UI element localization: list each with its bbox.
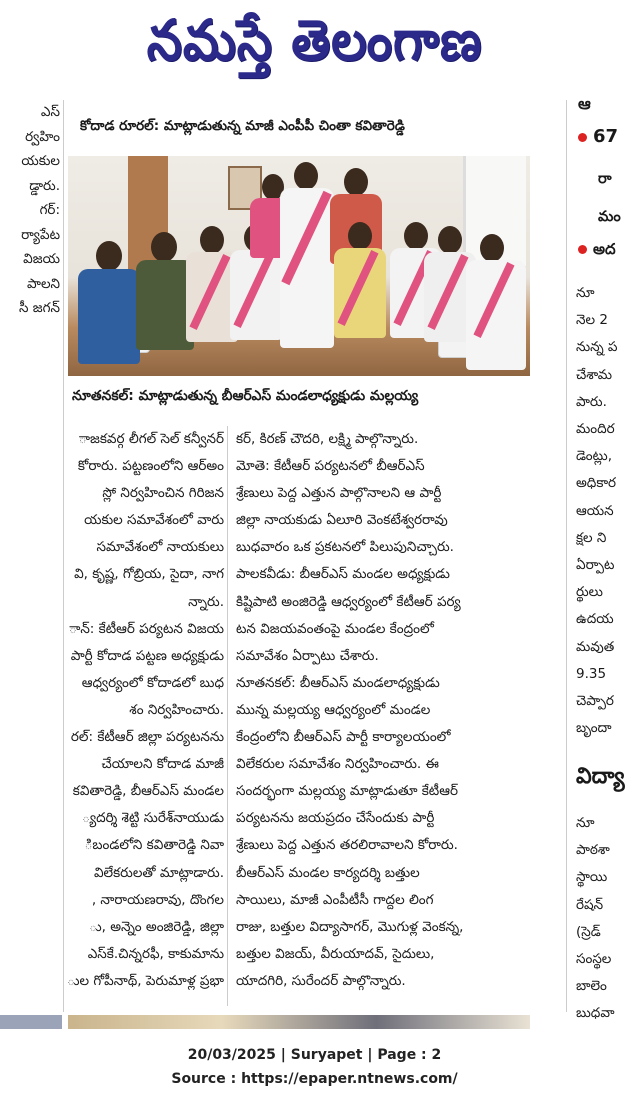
text-line: ుల గోపీనాథ్, పెరుమాళ్ల ప్రభా: [67, 972, 224, 989]
text-line: ాజకవర్గ లీగల్ సెల్ కన్వీనర్: [78, 431, 224, 447]
text-line: విలేకరులతో మాట్లాడారు.: [93, 864, 224, 881]
next-photo-strip: [68, 1015, 530, 1029]
text-line: బీఆర్ఎస్ మండల కార్యదర్శి బత్తుల: [236, 864, 420, 881]
text-line: సందర్భంగా మల్లయ్య మాట్లాడుతూ కేటీఆర్: [236, 783, 459, 800]
bullet-icon: [578, 133, 587, 142]
next-photo-strip: [0, 1015, 62, 1029]
text-line: మం: [598, 209, 621, 225]
text-line: ర్వహిం: [25, 128, 60, 145]
text-line: స్థాయి: [576, 869, 608, 886]
text-line: ఆధ్వర్యంలో కోదాడలో బుధ: [81, 674, 224, 691]
left-column: [0, 100, 62, 1012]
text-line: క్షల ని: [576, 529, 607, 546]
text-line: ఎస్‌కే.చిన్నరఫీ, కాకుమాను: [87, 945, 224, 962]
right-top-snippet: ఆ: [578, 94, 591, 113]
text-line: సమావేశంలో నాయకులు: [96, 539, 224, 556]
masthead: [0, 0, 629, 90]
news-photo: [68, 156, 530, 376]
newspaper-logo: నమస్తే తెలంగాణ: [146, 6, 483, 73]
text-line: స్లో నిర్వహించిన గిరిజన: [102, 485, 224, 502]
column-divider: [227, 426, 228, 1006]
text-line: రేషన్: [576, 896, 604, 913]
text-line: అధికార: [576, 475, 617, 492]
text-line: ర్యాపేట: [21, 226, 60, 243]
right-headline: విద్యా: [576, 764, 625, 789]
text-line: శ్రేణులు పెద్ద ఎత్తున పాల్గొనాలని ఆ పార్టీ: [236, 485, 442, 502]
text-line: డెంట్లు,: [576, 448, 613, 465]
center-left-overflow: [64, 426, 226, 1006]
text-line: నూ: [576, 815, 595, 831]
text-line: వి, కృష్ణ, గోబ్రియ, సైదా, నాగ: [74, 566, 224, 583]
text-line: జిల్లా నాయకుడు ఏలూరి వెంకటేశ్వరరావు: [236, 512, 448, 529]
text-line: బత్తుల విజయ్, వీరుయాదవ్, సైదులు,: [236, 945, 435, 962]
text-line: కేంద్రంలోని బీఆర్ఎస్ పార్టీ కార్యాలయంలో: [236, 729, 451, 746]
text-line: ర్థులు: [576, 584, 603, 601]
text-line: బృందా: [576, 720, 612, 737]
text-line: నూ: [576, 285, 595, 301]
text-line: ిబండలోని కవితారెడ్డి నివా: [84, 837, 224, 854]
text-line: మవుత: [576, 638, 615, 655]
text-line: ాన్: కేటీఆర్ పర్యటన విజయ: [69, 620, 224, 637]
text-line: మందిర: [576, 421, 615, 438]
text-line: ఆయన: [576, 502, 614, 519]
text-line: , నారాయణరావు, దొంగల: [91, 891, 224, 908]
text-line: విలేకరుల సమావేశం నిర్వహించారు. ఈ: [236, 756, 439, 773]
text-line: పర్యటనను జయప్రదం చేసేందుకు పార్టీ: [236, 810, 435, 827]
text-line: గర్:: [39, 202, 60, 218]
text-line: బుధవా: [576, 1005, 615, 1022]
footer-date-line: 20/03/2025 | Suryapet | Page : 2: [187, 1047, 442, 1063]
text-line: బుధవారం ఒక ప్రకటనలో పిలుపునిచ్చారు.: [236, 539, 454, 556]
text-line: యకుల: [21, 153, 60, 169]
text-line: సంస్థల: [576, 951, 612, 968]
text-line: విజయ: [23, 251, 60, 267]
text-line: న్నారు.: [188, 593, 224, 610]
text-line: పాలకవీడు: బీఆర్ఎస్ మండల అధ్యక్షుడు: [236, 566, 450, 583]
text-line: 9.35: [576, 665, 607, 682]
text-line: పారు.: [576, 393, 607, 410]
footer-source-line: Source : https://epaper.ntnews.com/: [171, 1071, 458, 1087]
text-line: మున్న మల్లయ్య ఆధ్వర్యంలో మండల: [236, 701, 431, 718]
center-article: [232, 426, 554, 1006]
text-line: శం నిర్వహించారు.: [129, 701, 224, 718]
text-line: పార్టీ కోదాడ పట్టణ అధ్యక్షుడు: [70, 647, 224, 664]
text-line: కర్, కిరణ్ చౌదరి, లక్ష్మి పాల్గొన్నారు.: [236, 431, 419, 447]
text-line: (స్రెడ్: [576, 923, 601, 940]
text-line: రాజు, బత్తుల విద్యాసాగర్, మొగుళ్ల వెంకన్న,: [236, 918, 464, 935]
right-bullet-2: అద: [578, 240, 616, 262]
text-line: టన విజయవంతంపై మండల కేంద్రంలో: [236, 620, 434, 637]
text-line: పాఠశా: [576, 842, 610, 859]
text-line: చెప్పార: [576, 693, 614, 710]
text-line: సమావేశం ఏర్పాటు చేశారు.: [236, 647, 379, 664]
text-line: బాలెం: [576, 978, 607, 995]
text-line: కవితారెడ్డి, బీఆర్ఎస్ మండల: [72, 783, 224, 800]
text-line: పాలని: [27, 275, 60, 292]
text-line: శ్రేణులు పెద్ద ఎత్తున తరలిరావాలని కోరారు.: [236, 837, 458, 854]
text-line: చేశామ: [576, 366, 613, 383]
bullet-icon: [578, 245, 587, 254]
text-line: సీ జగన్: [19, 300, 60, 316]
photo-caption: నూతనకల్: మాట్లాడుతున్న బీఆర్ఎస్ మండలాధ్యక్షుడు మల్లయ్య: [72, 388, 419, 404]
text-line: కోరారు. పట్టణంలోని ఆర్అం: [77, 458, 224, 475]
right-bullet-1: 67: [578, 126, 618, 147]
text-line: సాయిలు, మాజీ ఎంపీటీసీ గాద్దల లింగ: [236, 891, 434, 908]
text-line: ఎస్: [40, 104, 60, 120]
text-line: రా: [598, 171, 612, 187]
text-line: రల్: కేటీఆర్ జిల్లా పర్యటనను: [70, 729, 224, 746]
top-photo-caption: కోదాడ రూరల్: మాట్లాడుతున్న మాజీ ఎంపీపీ చింతా కవితారెడ్డి: [80, 118, 405, 134]
text-line: ్యదర్శి శెట్టి సురేశ్‌నాయుడు: [82, 810, 224, 827]
text-line: కిష్టిపాటి అంజిరెడ్డి ఆధ్వర్యంలో కేటీఆర్ పర్య: [236, 593, 461, 610]
text-line: ు, అన్నెం అంజిరెడ్డి, జిల్లా: [89, 918, 224, 935]
text-line: చేయాలని కోదాడ మాజీ: [101, 756, 224, 773]
text-line: యకుల సమావేశంలో వారు: [84, 512, 224, 529]
text-line: నూతనకల్: బీఆర్ఎస్ మండలాధ్యక్షుడు: [236, 674, 440, 691]
text-line: ఏర్పాట: [576, 557, 615, 574]
text-line: మోతె: కేటీఆర్ పర్యటనలో బీఆర్ఎస్: [236, 458, 425, 475]
text-line: ఉదయ: [576, 611, 614, 628]
text-line: నెల 2: [576, 312, 608, 329]
right-column: [572, 94, 629, 1034]
text-line: యాదగిరి, సురేందర్ పాల్గొన్నారు.: [236, 972, 406, 989]
text-line: నున్న ప: [576, 339, 618, 356]
column-divider: [566, 100, 567, 1012]
text-line: డ్డారు.: [29, 177, 60, 194]
